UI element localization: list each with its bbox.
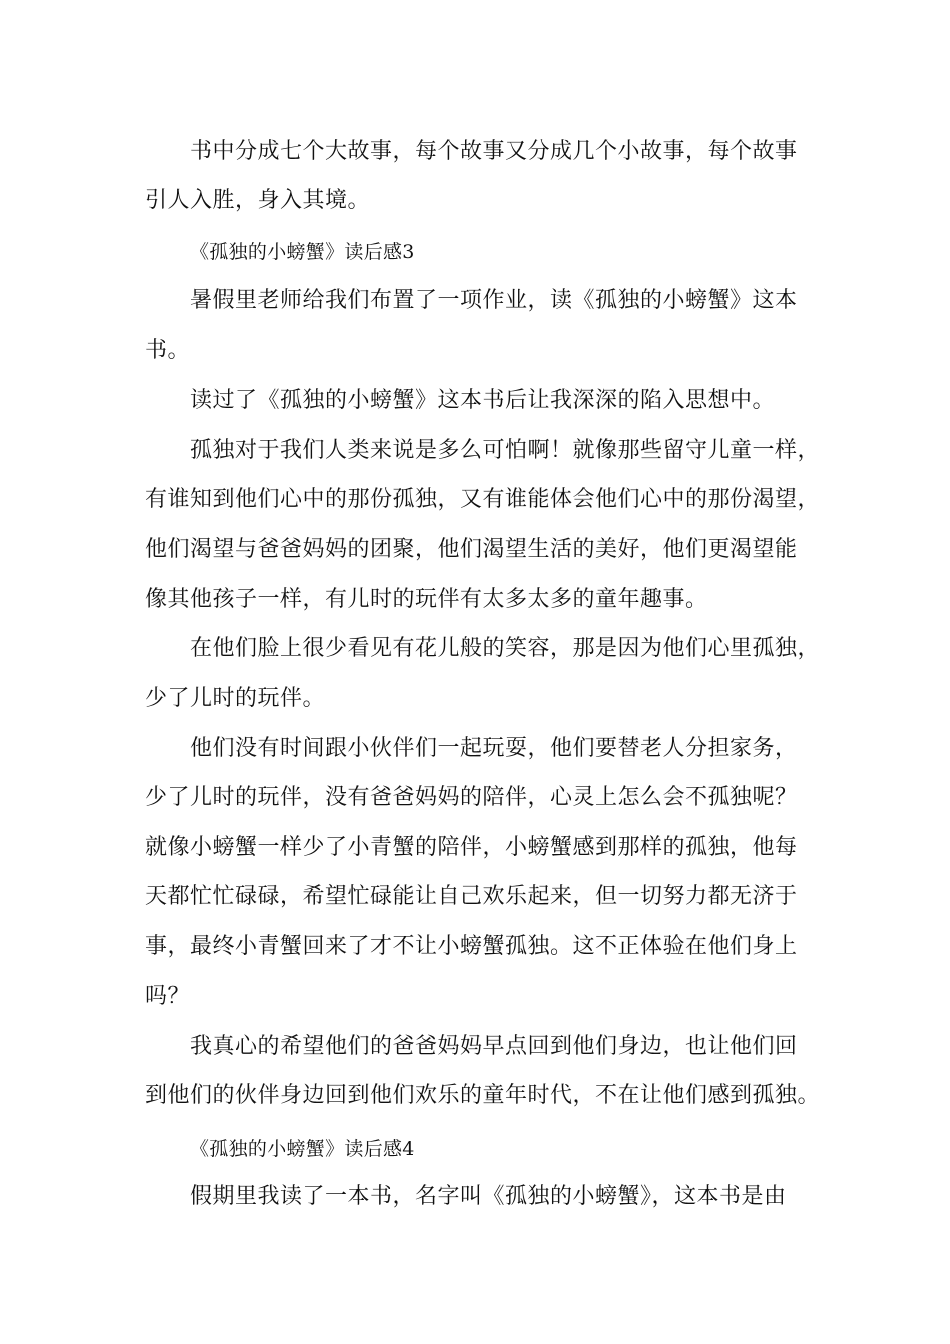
- paragraph-line: 少了儿时的玩伴，没有爸爸妈妈的陪伴，心灵上怎么会不孤独呢？: [145, 785, 798, 810]
- paragraph-line: 读过了《孤独的小螃蟹》这本书后让我深深的陷入思想中。: [190, 388, 776, 413]
- paragraph-line: 他们渴望与爸爸妈妈的团聚，他们渴望生活的美好，他们更渴望能: [145, 537, 798, 562]
- paragraph-line: 我真心的希望他们的爸爸妈妈早点回到他们身边，也让他们回: [190, 1034, 798, 1059]
- paragraph-line: 假期里我读了一本书，名字叫《孤独的小螃蟹》，这本书是由: [190, 1184, 787, 1209]
- paragraph-line: 就像小螃蟹一样少了小青蟹的陪伴，小螃蟹感到那样的孤独，他每: [145, 835, 798, 860]
- paragraph-line: 他们没有时间跟小伙伴们一起玩耍，他们要替老人分担家务，: [190, 736, 798, 761]
- paragraph-line: 书中分成七个大故事，每个故事又分成几个小故事，每个故事: [190, 139, 798, 164]
- paragraph-line: 孤独对于我们人类来说是多么可怕啊！就像那些留守儿童一样，: [190, 438, 821, 463]
- paragraph-line: 天都忙忙碌碌，希望忙碌能让自己欢乐起来，但一切努力都无济于: [145, 884, 798, 909]
- paragraph-line: 暑假里老师给我们布置了一项作业，读《孤独的小螃蟹》这本: [190, 288, 798, 313]
- section-heading: 《孤独的小螃蟹》读后感4: [190, 1138, 415, 1160]
- paragraph-line: 事，最终小青蟹回来了才不让小螃蟹孤独。这不正体验在他们身上: [145, 934, 798, 959]
- paragraph-line: 书。: [145, 338, 191, 363]
- section-heading: 《孤独的小螃蟹》读后感3: [190, 241, 415, 263]
- paragraph-line: 吗？: [145, 984, 191, 1009]
- paragraph-line: 在他们脸上很少看见有花儿般的笑容，那是因为他们心里孤独，: [190, 636, 821, 661]
- paragraph-line: 像其他孩子一样，有儿时的玩伴有太多太多的童年趣事。: [145, 587, 708, 612]
- paragraph-line: 有谁知到他们心中的那份孤独，又有谁能体会他们心中的那份渴望，: [145, 487, 821, 512]
- paragraph-line: 到他们的伙伴身边回到他们欢乐的童年时代，不在让他们感到孤独。: [145, 1083, 821, 1108]
- paragraph-line: 引人入胜，身入其境。: [145, 188, 371, 213]
- paragraph-line: 少了儿时的玩伴。: [145, 686, 326, 711]
